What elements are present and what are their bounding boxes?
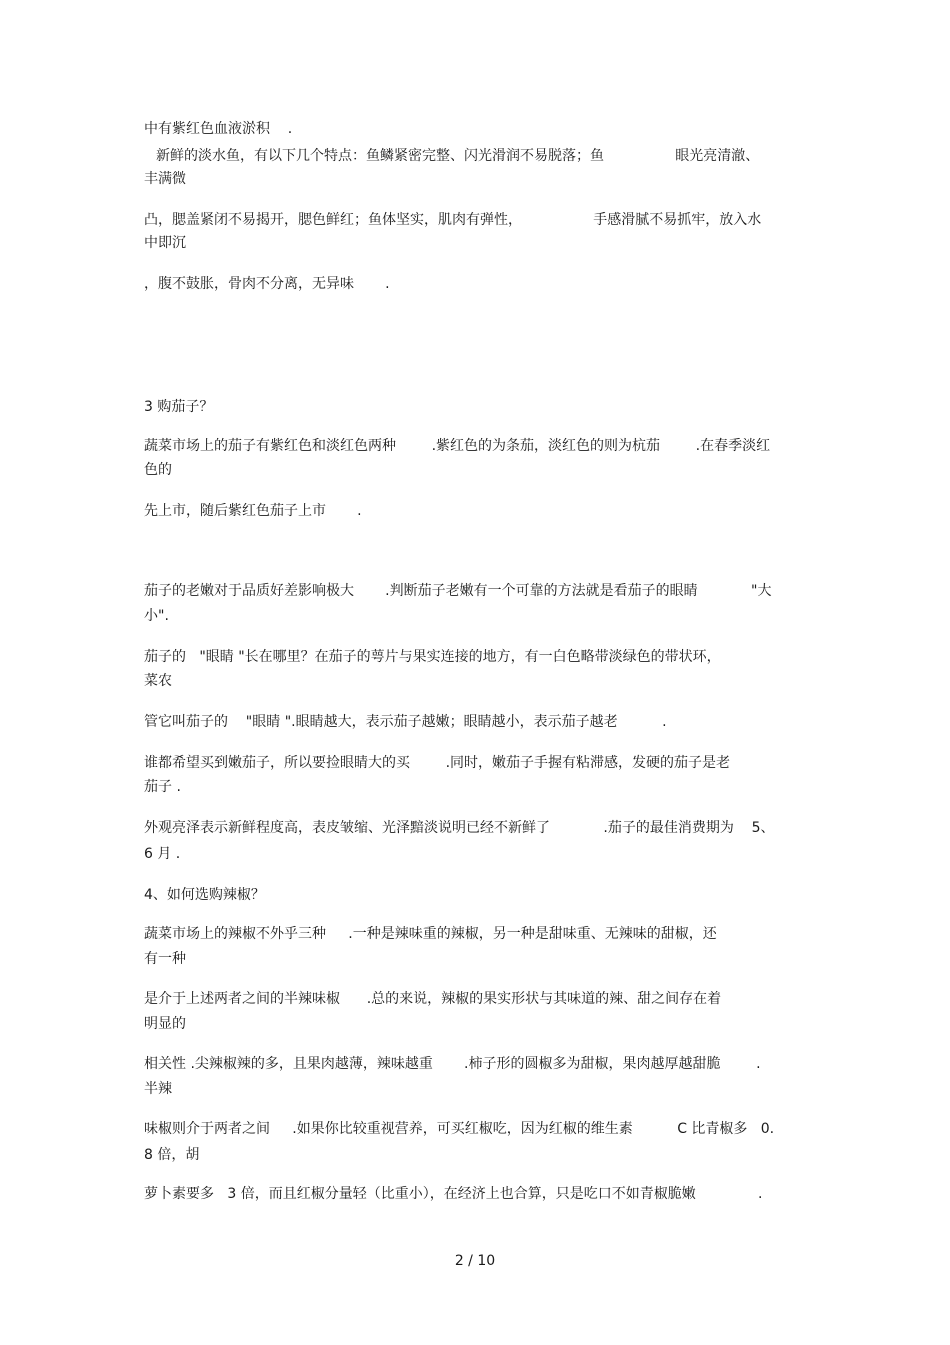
text-line: 茄子的 "眼睛 "长在哪里？在茄子的萼片与果实连接的地方，有一白色略带淡绿色的带状环， — [144, 649, 721, 665]
text-line: 菜农 — [144, 673, 172, 689]
text-line: 谁都希望买到嫩茄子，所以要捡眼睛大的买 .同时，嫩茄子手握有粘滞感，发硬的茄子是老 — [144, 755, 731, 771]
text-line: 半辣 — [144, 1081, 172, 1097]
page-number: 2 / 10 — [454, 1253, 496, 1269]
section-heading: 3 购茄子？ — [144, 399, 214, 415]
text-line: 中即沉 — [144, 235, 186, 251]
text-line: 是介于上述两者之间的半辣味椒 .总的来说，辣椒的果实形状与其味道的辣、甜之间存在着 — [144, 991, 722, 1007]
text-line: 8 倍，胡 — [144, 1147, 200, 1163]
text-line: 新鲜的淡水鱼，有以下几个特点：鱼鳞紧密完整、闪光滑润不易脱落；鱼 眼光亮清澈、 — [156, 148, 760, 164]
text-line: 味椒则介于两者之间 .如果你比较重视营养，可买红椒吃，因为红椒的维生素 C 比青椒多 0. — [144, 1121, 775, 1137]
text-line: 丰满微 — [144, 171, 186, 187]
text-line: 色的 — [144, 462, 172, 478]
text-line: 6 月 . — [144, 846, 181, 862]
text-line: 茄子的老嫩对于品质好差影响极大 .判断茄子老嫩有一个可靠的方法就是看茄子的眼睛 "大 — [144, 583, 772, 599]
text-line: 凸，腮盖紧闭不易揭开，腮色鲜红；鱼体坚实，肌肉有弹性， 手感滑腻不易抓牢，放入水 — [144, 212, 762, 228]
text-line: 外观亮泽表示新鲜程度高，表皮皱缩、光泽黯淡说明已经不新鲜了 .茄子的最佳消费期为 5、 — [144, 820, 775, 836]
text-line: 明显的 — [144, 1016, 186, 1032]
text-line: 相关性 .尖辣椒辣的多，且果肉越薄，辣味越重 .柿子形的圆椒多为甜椒，果肉越厚越甜脆 . — [144, 1056, 761, 1072]
text-line: 茄子 . — [144, 779, 181, 795]
text-line: 萝卜素要多 3 倍，而且红椒分量轻（比重小），在经济上也合算，只是吃口不如青椒脆嫩 . — [144, 1186, 763, 1202]
text-line: 有一种 — [144, 951, 186, 967]
text-line: 中有紫红色血液淤积 . — [144, 121, 293, 137]
text-line: 管它叫茄子的 "眼睛 ".眼睛越大，表示茄子越嫩；眼睛越小，表示茄子越老 . — [144, 714, 667, 730]
text-line: ，腹不鼓胀，骨肉不分离，无异味 . — [144, 276, 390, 292]
text-line: 小". — [144, 608, 169, 624]
section-heading: 4、如何选购辣椒？ — [144, 887, 265, 903]
text-line: 蔬菜市场上的辣椒不外乎三种 .一种是辣味重的辣椒，另一种是甜味重、无辣味的甜椒，还 — [144, 926, 717, 942]
text-line: 先上市，随后紫红色茄子上市 . — [144, 503, 362, 519]
text-line: 蔬菜市场上的茄子有紫红色和淡红色两种 .紫红色的为条茄，淡红色的则为杭茄 .在春季淡红 — [144, 438, 771, 454]
